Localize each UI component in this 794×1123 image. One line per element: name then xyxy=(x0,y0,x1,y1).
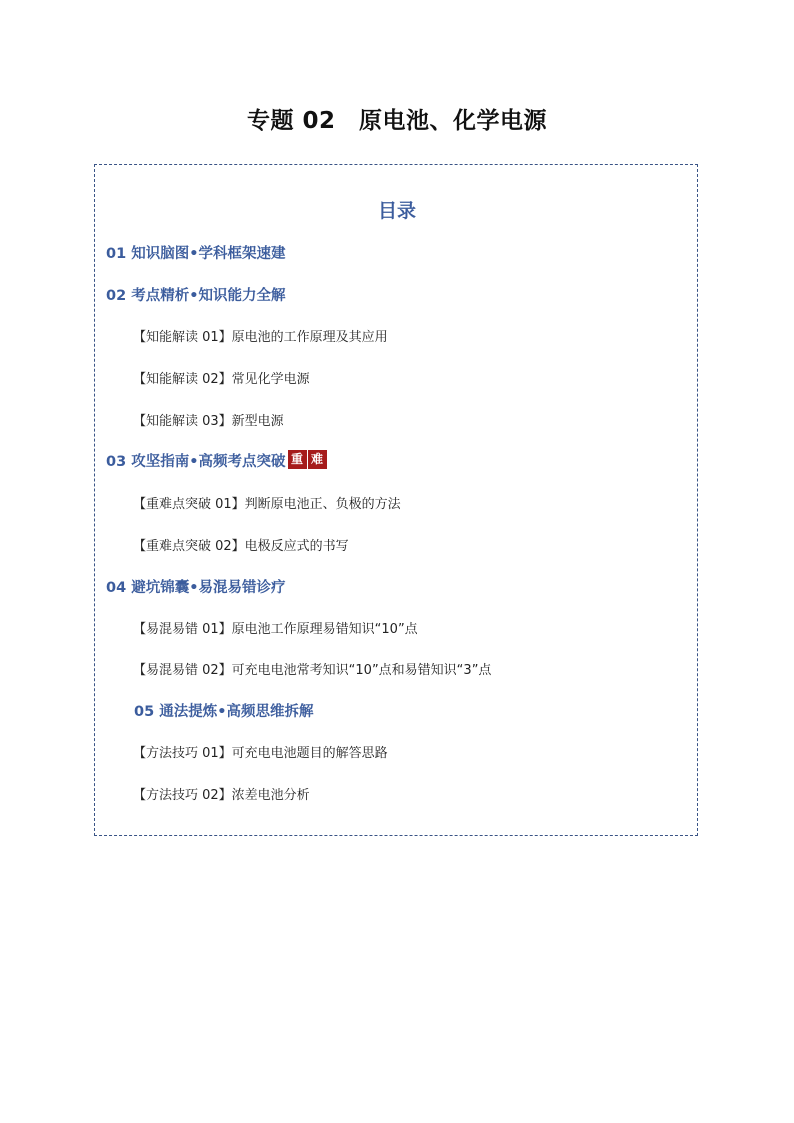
badge-zhong: 重 xyxy=(288,450,307,469)
toc-item-05-01[interactable]: 【方法技巧 01】可充电电池题目的解答思路 xyxy=(133,746,388,761)
toc-section-03[interactable] xyxy=(106,450,327,471)
toc-item-04-02[interactable]: 【易混易错 02】可充电电池常考知识“10”点和易错知识“3”点 xyxy=(133,663,492,678)
toc-section-02[interactable]: 02 考点精析•知识能力全解 xyxy=(106,288,286,304)
toc-section-03-label: 03 攻坚指南•高频考点突破 xyxy=(106,454,286,470)
toc-item-05-02[interactable]: 【方法技巧 02】浓差电池分析 xyxy=(133,788,310,803)
difficulty-badges xyxy=(287,450,327,469)
document-title: 专题 02 原电池、化学电源 xyxy=(246,108,547,134)
toc-item-03-01[interactable]: 【重难点突破 01】判断原电池正、负极的方法 xyxy=(133,497,401,512)
toc-item-02-02[interactable]: 【知能解读 02】常见化学电源 xyxy=(133,372,310,387)
toc-item-02-03[interactable]: 【知能解读 03】新型电源 xyxy=(133,414,284,429)
badge-nan: 难 xyxy=(308,450,327,469)
toc-section-01[interactable]: 01 知识脑图•学科框架速建 xyxy=(106,246,286,262)
toc-item-02-01[interactable]: 【知能解读 01】原电池的工作原理及其应用 xyxy=(133,330,388,345)
toc-heading: 目录 xyxy=(377,200,416,222)
toc-section-05[interactable]: 05 通法提炼•高频思维拆解 xyxy=(134,704,314,720)
toc-item-04-01[interactable]: 【易混易错 01】原电池工作原理易错知识“10”点 xyxy=(133,622,418,637)
toc-item-03-02[interactable]: 【重难点突破 02】电极反应式的书写 xyxy=(133,539,349,554)
toc-section-04[interactable]: 04 避坑锦囊•易混易错诊疗 xyxy=(106,580,286,596)
